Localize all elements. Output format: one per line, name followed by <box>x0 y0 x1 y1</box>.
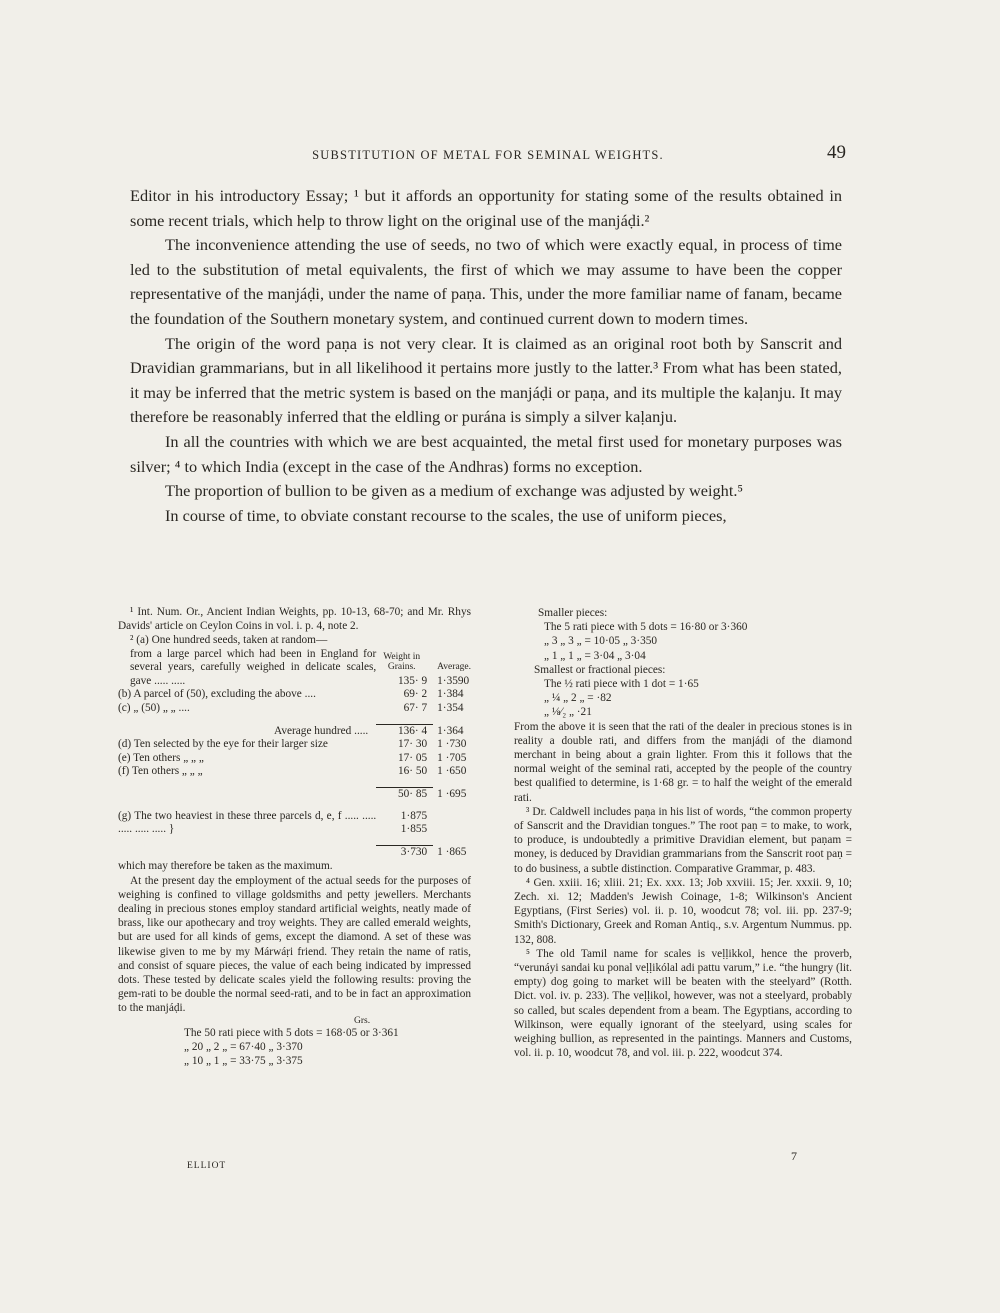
smaller-pieces-title: Smaller pieces: <box>538 607 608 619</box>
list-item: „ ⅛⁄₂ „ ·21 <box>544 706 592 719</box>
table-cell-weight: 16· 50 <box>397 765 428 778</box>
list-item: „ 20 „ 2 „ = 67·40 „ 3·370 <box>184 1040 303 1053</box>
table-cell-weight: 136· 4 <box>376 724 433 738</box>
table-row-label: (d) Ten selected by the eye for their larger size <box>118 738 328 751</box>
table-row-label: (e) Ten others „ „ „ <box>118 751 204 764</box>
paragraph: Editor in his introductory Essay; ¹ but it affords an opportunity for stating some of the results obtained in some recent trials, which help to throw light on the original use of the manjáḍi.² <box>130 186 842 230</box>
list-item: The 50 rati piece with 5 dots = 168·05 or 3·361 <box>184 1026 399 1039</box>
table-row <box>118 752 471 766</box>
table-cell-weight: 3·730 <box>376 845 433 859</box>
footnotes-left-column <box>118 605 471 1068</box>
fractional-pieces-title: Smallest or fractional pieces: <box>534 663 666 676</box>
paragraph: The origin of the word paṇa is not very clear. It is claimed as an original root both by Sanscrit and Dravidian grammarians, but in all likelihood it pertains more justly to the latter.³ From what has been stated, it may be inferred that the metric system is based on the manjáḍi or paṇa, and its multiple the kaḷanju. It may therefore be reasonably inferred that the eldling or purána is simply a silver kaḷanju. <box>130 333 842 427</box>
page-number: 49 <box>827 142 846 163</box>
table-row <box>118 702 471 716</box>
table-conclusion: which may therefore be taken as the maximum. <box>118 860 333 873</box>
table-row-label: (c) „ (50) „ „ .... <box>118 701 190 714</box>
column-header-weight: Weight in Grains. <box>383 651 421 672</box>
paragraph: In all the countries with which we are best acquainted, the metal first used for monetary purposes was silver; ⁴ to which India (except in the case of the Andhras) forms no exception. <box>130 431 842 476</box>
main-text <box>130 184 842 528</box>
rati-conclusion-paragraph: From the above it is seen that the rati of the dealer in precious stones is in reality a double rati, and differs from the manjáḍi of the diamond merchant in being about a grain lighter. From this it follows that the normal weight of the seminal rati, accepted by the people of the country best qualified to determine, is 1·68 gr. = to half the weight of the emerald rati. <box>514 720 852 804</box>
list-item: „ ¼ „ 2 „ = ·82 <box>544 692 612 705</box>
table-cell-average <box>433 810 471 837</box>
footnote-5: ⁵ The old Tamil name for scales is veḷḷikkol, hence the proverb, “verunáyi sandai ku ponal veḷḷikólal adi pattu varum,” i.e. “the hungry (lit. empty) dog going to market will be beaten with the steelyard” (Rotth. Dict. vol. iv. p. 233). The veḷḷikol, however, was not a steelyard, probably so called, but scales dependent from a beam. The Egyptians, according to Wilkinson, were equally ignorant of the steelyard, using scales for weighing bullion, as represented in the paintings. Manners and Customs, vol. ii. p. 10, woodcut 78, and vol. iii. p. 222, woodcut 374. <box>514 947 852 1060</box>
table-cell-weight: 67· 7 <box>403 701 428 714</box>
table-row <box>118 765 471 779</box>
grains-label: Grs. <box>354 1015 371 1026</box>
paragraph: The proportion of bullion to be given as a medium of exchange was adjusted by weight.⁵ <box>165 481 744 501</box>
table-cell-average: 1 ·695 <box>437 787 467 800</box>
table-row-label: (f) Ten others „ „ „ <box>118 765 203 778</box>
table-cell-weight: 1·875 1·855 <box>400 809 428 836</box>
table-cell-average: 1·364 <box>437 724 464 737</box>
list-item: „ 3 „ 3 „ = 10·05 „ 3·350 <box>544 635 658 648</box>
paragraph: In course of time, to obviate constant recourse to the scales, the use of uniform pieces, <box>165 505 727 525</box>
gem-weights-paragraph: At the present day the employment of the actual seeds for the purposes of weighing is confined to village goldsmiths and petty jewellers. Merchants dealing in precious stones employ standard artificial weights, neatly made of brass, like our apothecary and troy weights. They are called emerald weights, but are used for all kinds of gems, except the diamond. A set of these was likewise given to me by my Márwáṛi friend. They retain the name of ratis, and consist of square pieces, the value of each being indicated by impressed dots. These tested by delicate scales yield the following results: proving the gem-rati to be double the normal seed-rati, and to be in fact an approximation to the manjáḍi. <box>118 874 471 1015</box>
table-row <box>118 688 471 702</box>
smaller-pieces-block <box>514 606 852 720</box>
rati-weights-list <box>118 1026 471 1069</box>
table-row <box>118 738 471 752</box>
table-row <box>118 787 471 801</box>
list-item: The ½ rati piece with 1 dot = 1·65 <box>544 678 699 691</box>
table-cell-average: 1 ·730 <box>437 738 467 751</box>
table-cell-weight: 17· 30 <box>397 738 428 751</box>
footnote-3: ³ Dr. Caldwell includes paṇa in his list of words, “the common property of Sanscrit and the Dravidian tongues.” The root paṇ = to make, to work, to produce, is undoubtedly a primitive Dravidian element, but paṇam = money, is deduced by Dravidian grammarians from the Sanscrit root paṇ = to do business, a subtle distinction. Comparative Grammar, p. 483. <box>514 805 852 875</box>
table-cell-average: 1 ·705 <box>437 751 467 764</box>
footnote-1: ¹ Int. Num. Or., Ancient Indian Weights, pp. 10-13, 68-70; and Mr. Rhys Davids' article on Ceylon Coins in vol. i. p. 4, note 2. <box>118 606 471 633</box>
table-row <box>118 724 471 738</box>
table-row <box>118 845 471 859</box>
running-head: SUBSTITUTION OF METAL FOR SEMINAL WEIGHTS. <box>312 148 664 162</box>
paragraph: The inconvenience attending the use of seeds, no two of which were exactly equal, in process of time led to the substitution of metal equivalents, the first of which we may assume to have been the copper representative of the manjáḍi, under the name of paṇa. This, under the more familiar name of fanam, became the foundation of the Southern monetary system, and continued current down to modern times. <box>130 235 842 328</box>
table-cell-average: 1·3590 <box>437 674 470 687</box>
table-cell-average: 1·354 <box>437 701 464 714</box>
table-cell-average: 1 ·865 <box>437 845 467 858</box>
table-cell-weight: 135· 9 <box>397 674 428 687</box>
list-item: The 5 rati piece with 5 dots = 16·80 or 3·360 <box>544 621 748 634</box>
table-row-label <box>118 845 376 859</box>
footnotes-right-column <box>514 606 852 1061</box>
table-cell-weight: 50· 85 <box>376 787 433 801</box>
column-header-average: Average. <box>437 661 471 672</box>
printer-signature: ELLIOT <box>187 1161 227 1171</box>
table-row-label: Average hundred ..... <box>274 724 369 737</box>
table-row-label <box>118 787 376 801</box>
page-header <box>130 142 846 172</box>
list-item: „ 10 „ 1 „ = 33·75 „ 3·375 <box>184 1054 303 1067</box>
table-row <box>118 810 471 837</box>
signature-number: 7 <box>791 1149 797 1163</box>
table-cell-weight: 17· 05 <box>397 751 428 764</box>
table-row-label: (b) A parcel of (50), excluding the above .... <box>118 688 316 701</box>
footnote-4: ⁴ Gen. xxiii. 16; xliii. 21; Ex. xxx. 13; Job xxviii. 15; Jer. xxxii. 9, 10; Zech. xi. 12; Madden's Jewish Coinage, 1-8; Wilkinson's Ancient Egyptians, (First Series) vol. ii. p. 10, woodcut 78; vol. iii. pp. 237-9; Smith's Dictionary, Greek and Roman Antiq., s.v. Argentum Nummus. pp. 132, 808. <box>514 876 852 946</box>
footnote-2-intro: ² (a) One hundred seeds, taken at random— <box>130 634 328 647</box>
table-cell-average: 1 ·650 <box>437 765 467 778</box>
list-item: „ 1 „ 1 „ = 3·04 „ 3·04 <box>544 649 646 662</box>
table-row-label: from a large parcel which had been in England for several years, carefully weighed in delicate scales, gave ..... ..... <box>130 647 377 687</box>
table-row-label: (g) The two heaviest in these three parcels d, e, f ..... ..... ..... ..... ..... } <box>118 809 377 836</box>
seed-weight-table <box>118 648 471 860</box>
table-cell-average: 1·384 <box>437 688 464 701</box>
table-cell-weight: 69· 2 <box>403 688 428 701</box>
